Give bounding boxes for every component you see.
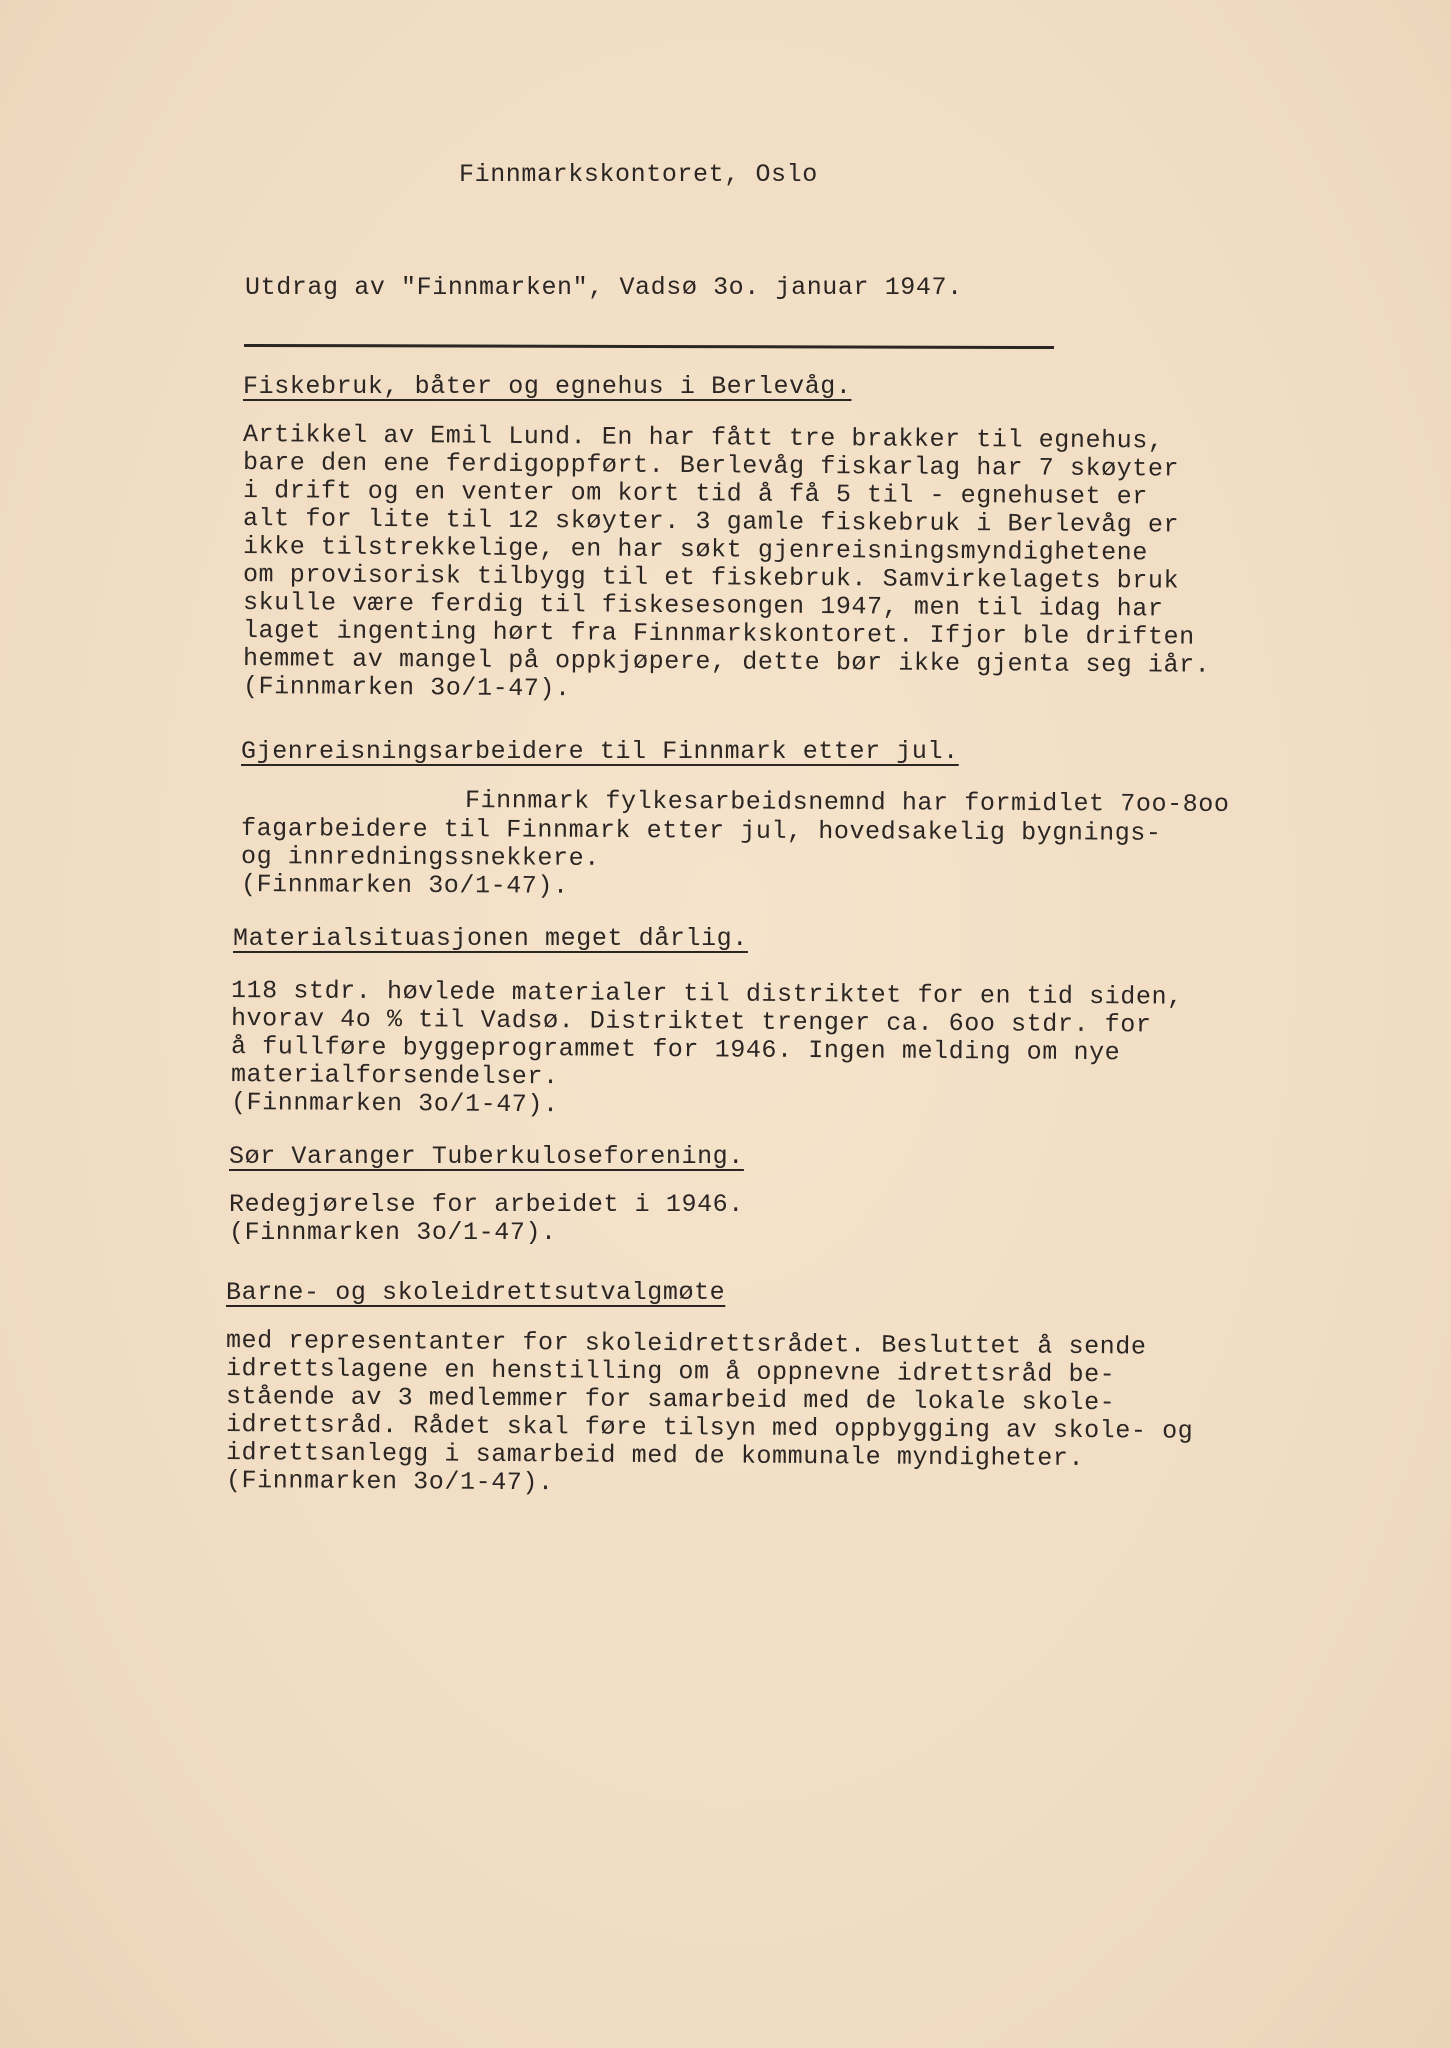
body-line: materialforsendelser. xyxy=(230,1060,559,1092)
body-line: laget ingenting hørt fra Finnmarkskontoret. Ifjor ble driften xyxy=(242,616,1195,652)
body-line: i drift og en venter om kort tid å få 5 til - egnehuset er xyxy=(242,476,1149,512)
body-line: skulle være ferdig til fiskesesongen 1947, men til idag har xyxy=(242,588,1164,624)
body-line: ikke tilstrekkelige, en har søkt gjenreisningsmyndighetene xyxy=(242,532,1149,568)
body-line: om provisorisk tilbygg til et fiskebruk. Samvirkelagets bruk xyxy=(242,560,1180,596)
section-heading-tuberkuloseforening: Sør Varanger Tuberkuloseforening. xyxy=(229,1142,744,1171)
section-heading-fiskebruk: Fiskebruk, båter og egnehus i Berlevåg. xyxy=(243,372,852,401)
body-line: (Finnmarken 3o/1-47). xyxy=(225,1466,554,1498)
title-rule xyxy=(244,344,1054,349)
body-line: (Finnmarken 3o/1-47). xyxy=(229,1218,557,1247)
section-heading-materialsituasjonen: Materialsituasjonen meget dårlig. xyxy=(233,924,748,953)
section-heading-skoleidrett: Barne- og skoleidrettsutvalgmøte xyxy=(226,1278,726,1307)
body-line: hvorav 4o % til Vadsø. Distriktet trenger ca. 6oo stdr. for xyxy=(230,1004,1152,1040)
body-line: fagarbeidere til Finnmark etter jul, hovedsakelig bygnings- xyxy=(240,814,1162,848)
body-line: å fullføre byggeprogrammet for 1946. Ingen melding om nye xyxy=(230,1032,1121,1068)
body-line: Redegjørelse for arbeidet i 1946. xyxy=(229,1190,744,1219)
body-line: idrettsanlegg i samarbeid med de kommunale myndigheter. xyxy=(225,1438,1085,1473)
body-line: (Finnmarken 3o/1-47). xyxy=(242,672,571,704)
body-line: idrettslagene en henstilling om å oppnevne idrettsråd be- xyxy=(225,1354,1116,1390)
body-line: og innredningssnekkere. xyxy=(240,842,600,873)
office-header: Finnmarkskontoret, Oslo xyxy=(459,160,818,189)
body-line: hemmet av mangel på oppkjøpere, dette bør ikke gjenta seg iår. xyxy=(242,644,1211,680)
body-line: alt for lite til 12 skøyter. 3 gamle fiskebruk i Berlevåg er xyxy=(242,504,1180,540)
excerpt-title: Utdrag av "Finnmarken", Vadsø 3o. januar 1947. xyxy=(245,273,963,302)
body-line: Artikkel av Emil Lund. En har fått tre brakker til egnehus, xyxy=(242,420,1164,456)
body-line: bare den ene ferdigoppført. Berlevåg fiskarlag har 7 skøyter xyxy=(242,448,1180,484)
section-heading-gjenreisning: Gjenreisningsarbeidere til Finnmark etter jul. xyxy=(241,737,959,766)
body-line: stående av 3 medlemmer for samarbeid med de lokale skole- xyxy=(225,1382,1116,1418)
body-line: med representanter for skoleidrettsrådet. Besluttet å sende xyxy=(225,1326,1147,1362)
body-line: Finnmark fylkesarbeidsnemnd har formidlet 7oo-8oo xyxy=(464,786,1230,820)
body-line: idrettsråd. Rådet skal føre tilsyn med oppbygging av skole- og xyxy=(225,1410,1194,1446)
body-line: (Finnmarken 3o/1-47). xyxy=(230,1088,559,1120)
body-line: 118 stdr. høvlede materialer til distriktet for en tid siden, xyxy=(230,976,1183,1012)
body-line: (Finnmarken 3o/1-47). xyxy=(240,870,569,901)
